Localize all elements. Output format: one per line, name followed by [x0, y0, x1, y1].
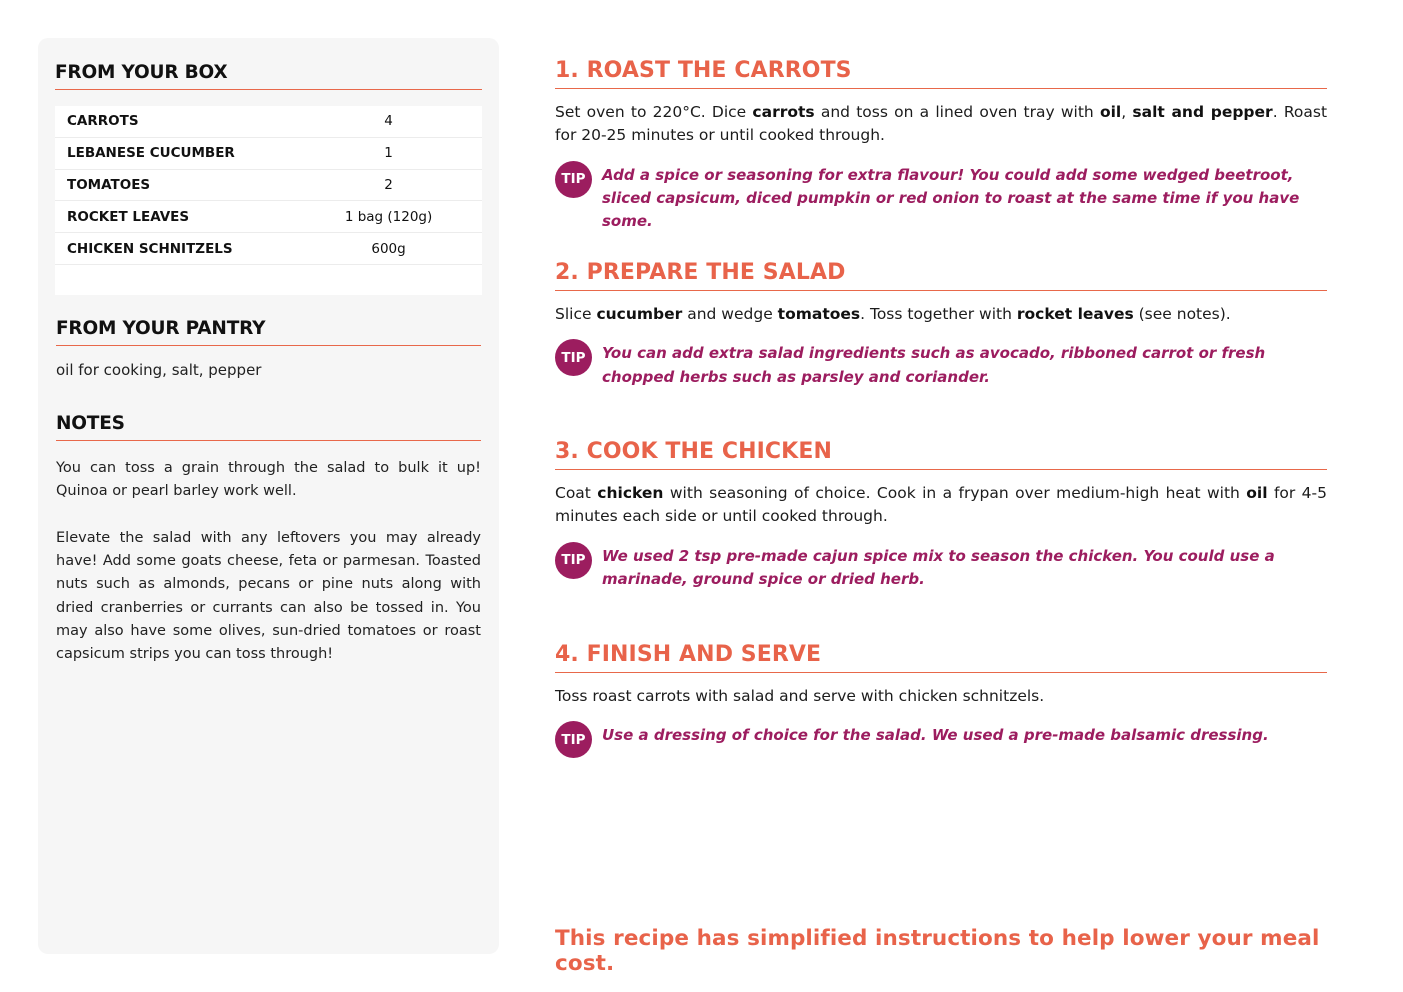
ingredient-row	[55, 233, 482, 265]
step-title: 1. ROAST THE CARROTS	[555, 58, 1327, 89]
note-paragraph: You can toss a grain through the salad to bulk it up! Quinoa or pearl barley work well.	[56, 460, 481, 500]
step-title: 4. FINISH AND SERVE	[555, 642, 1327, 673]
step-title: 2. PREPARE THE SALAD	[555, 260, 1327, 291]
pantry-items: oil for cooking, salt, pepper	[56, 361, 262, 379]
tip	[555, 161, 1327, 234]
ingredient-highlight: oil	[1246, 484, 1268, 502]
step-cook-chicken	[555, 439, 1327, 591]
tip-text: You can add extra salad ingredients such as avocado, ribboned carrot or fresh chopped herbs such as parsley and coriander.	[602, 344, 1266, 386]
tip	[555, 339, 1327, 389]
ingredient-name: CARROTS	[67, 113, 139, 130]
step-body	[555, 101, 1327, 148]
step-text: and wedge	[682, 305, 778, 323]
simplified-recipe-note: This recipe has simplified instructions to help lower your meal cost.	[555, 926, 1320, 976]
step-text: for 4-5 minutes each side or until cooked through.	[555, 484, 1327, 526]
ingredient-row	[55, 170, 482, 202]
ingredients-panel	[38, 38, 499, 954]
tip-badge: TIP	[555, 339, 592, 376]
ingredient-qty: 4	[384, 113, 393, 130]
step-text: (see notes).	[1133, 305, 1231, 323]
note-paragraph: Elevate the salad with any leftovers you may already have! Add some goats cheese, feta or parmesan. Toasted nuts such as almonds, pecans or pine nuts along with dried cranberries or currants can also be tossed in. You may also have some olives, sun-dried tomatoes or roast capsicum strips you can toss through!	[56, 529, 481, 663]
step-body	[555, 482, 1327, 529]
ingredient-highlight: cucumber	[596, 305, 683, 323]
ingredient-row	[55, 201, 482, 233]
ingredient-qty: 2	[384, 176, 393, 193]
step-text: ,	[1121, 103, 1133, 121]
tip	[555, 542, 1327, 592]
step-text: . Roast for 20-25 minutes or until cooked through.	[555, 103, 1328, 145]
tip	[555, 721, 1327, 758]
step-finish-serve	[555, 642, 1327, 758]
from-your-pantry-heading: FROM YOUR PANTRY	[56, 318, 481, 346]
step-text: with seasoning of choice. Cook in a frypan over medium-high heat with	[663, 484, 1247, 502]
notes-heading: NOTES	[56, 413, 481, 441]
from-your-box-heading: FROM YOUR BOX	[55, 62, 482, 90]
ingredient-row	[55, 138, 482, 170]
tip-badge: TIP	[555, 721, 592, 758]
step-body	[555, 303, 1327, 326]
tip-text: We used 2 tsp pre-made cajun spice mix to season the chicken. You could use a marinade, ground spice or dried herb.	[602, 546, 1275, 588]
ingredient-name: CHICKEN SCHNITZELS	[67, 240, 233, 257]
notes-body	[56, 457, 481, 690]
ingredient-highlight: tomatoes	[777, 305, 861, 323]
tip-badge: TIP	[555, 542, 592, 579]
step-body	[555, 685, 1327, 708]
tip-text: Add a spice or seasoning for extra flavour! You could add some wedged beetroot, sliced capsicum, diced pumpkin or red onion to roast at the same time if you have some.	[602, 165, 1300, 231]
ingredient-highlight: oil	[1099, 103, 1122, 121]
ingredient-qty: 1	[384, 145, 393, 162]
step-title: 3. COOK THE CHICKEN	[555, 439, 1327, 470]
ingredient-name: ROCKET LEAVES	[67, 208, 190, 225]
ingredient-name: TOMATOES	[67, 176, 151, 193]
ingredient-highlight: rocket leaves	[1016, 305, 1134, 323]
step-text: Coat	[555, 484, 598, 502]
step-text: Set oven to 220°C. Dice	[555, 103, 753, 121]
step-prepare-salad	[555, 260, 1327, 389]
tip-badge: TIP	[555, 161, 592, 198]
ingredient-qty: 1 bag (120g)	[344, 208, 433, 225]
step-roast-carrots	[555, 58, 1327, 233]
step-text: and toss on a lined oven tray with	[814, 103, 1100, 121]
ingredient-row	[55, 106, 482, 138]
ingredient-highlight: carrots	[752, 103, 815, 121]
ingredient-qty: 600g	[371, 240, 406, 257]
ingredient-highlight: salt and pepper	[1132, 103, 1273, 121]
step-text: Slice	[555, 305, 597, 323]
step-text: Toss roast carrots with salad and serve with chicken schnitzels.	[555, 687, 1045, 705]
tip-text: Use a dressing of choice for the salad. We used a pre-made balsamic dressing.	[602, 726, 1269, 745]
step-text: . Toss together with	[860, 305, 1017, 323]
ingredients-table	[55, 106, 482, 295]
ingredient-name: LEBANESE CUCUMBER	[67, 145, 235, 162]
ingredient-highlight: chicken	[597, 484, 664, 502]
